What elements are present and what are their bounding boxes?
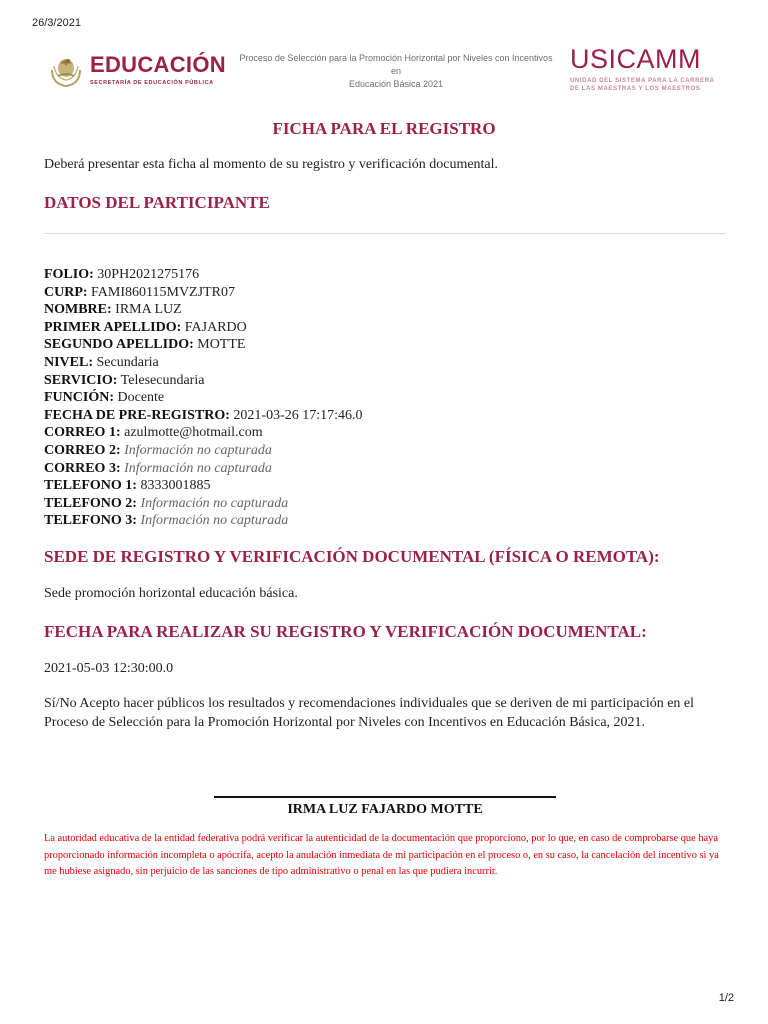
field-value: MOTTE: [197, 337, 246, 353]
field-label: TELEFONO 2:: [44, 495, 137, 511]
field-label: TELEFONO 3:: [44, 513, 137, 529]
field-row: [44, 442, 363, 460]
section-divider: [44, 233, 726, 234]
field-row: [44, 389, 363, 407]
field-row: [44, 495, 363, 513]
appointment-heading: FECHA PARA REALIZAR SU REGISTRO Y VERIFICACIÓN DOCUMENTAL:: [44, 622, 647, 641]
field-row: [44, 301, 363, 319]
field-row: [44, 424, 363, 442]
field-row: [44, 372, 363, 390]
usicamm-subtitle: [570, 77, 730, 93]
sep-wordmark: EDUCACIÓN: [90, 52, 226, 77]
field-label: NIVEL:: [44, 354, 94, 370]
field-row: [44, 460, 363, 478]
field-value: 30PH2021275176: [97, 267, 200, 282]
venue-heading: SEDE DE REGISTRO Y VERIFICACIÓN DOCUMENTAL (FÍSICA O REMOTA):: [44, 547, 660, 566]
field-row: [44, 477, 363, 495]
field-value: Secundaria: [96, 354, 159, 370]
field-label: FECHA DE PRE-REGISTRO:: [44, 407, 230, 423]
field-row: [44, 407, 363, 425]
field-value-missing: Información no capturada: [140, 513, 289, 529]
legal-disclaimer: La autoridad educativa de la entidad federativa podrá verificar la autenticidad de la documentación que proporciono, por lo que, en caso de comprobarse que haya proporcionado información incompleta o apócrifa, acepto la anulación inmediata de mi participación en el proceso o, en su caso, la cancelación del incentivo si ya me hubiese asignado, sin perjuicio de las sanciones de tipo administrativo o penal en las que pudiera incurrir.: [44, 833, 719, 877]
field-value: azulmotte@hotmail.com: [124, 425, 263, 441]
field-label: CORREO 1:: [44, 425, 121, 441]
field-row: [44, 354, 363, 372]
signature-name: IRMA LUZ FAJARDO MOTTE: [287, 802, 483, 817]
page-number: 1/2: [718, 992, 734, 1004]
field-row: [44, 266, 363, 284]
usicamm-logo: [570, 44, 730, 96]
field-value: FAJARDO: [184, 319, 247, 335]
page-title: FICHA PARA EL REGISTRO: [272, 119, 496, 138]
field-value: IRMA LUZ: [115, 302, 182, 318]
field-label: NOMBRE:: [44, 302, 112, 318]
field-label: SERVICIO:: [44, 372, 118, 388]
field-label: TELEFONO 1:: [44, 478, 137, 494]
field-label: SEGUNDO APELLIDO:: [44, 337, 194, 353]
field-value: Telesecundaria: [120, 372, 205, 388]
field-label: CORREO 3:: [44, 460, 121, 476]
sep-subtitle: SECRETARÍA DE EDUCACIÓN PÚBLICA: [90, 80, 214, 86]
sep-logo: [44, 48, 234, 92]
field-label: CORREO 2:: [44, 442, 121, 458]
process-name: [234, 52, 558, 91]
field-label: FOLIO:: [44, 267, 94, 282]
usicamm-wordmark: USICAMM: [570, 44, 701, 74]
field-value-missing: Información no capturada: [124, 460, 272, 476]
process-name-line-2: Educación Básica 2021: [348, 79, 444, 89]
field-value: FAMI860115MVZJTR07: [91, 284, 235, 300]
field-value-missing: Información no capturada: [124, 442, 272, 458]
participant-heading: DATOS DEL PARTICIPANTE: [44, 193, 270, 212]
field-label: FUNCIÓN:: [44, 390, 114, 406]
signature-line: [214, 796, 556, 798]
field-label: PRIMER APELLIDO:: [44, 319, 182, 335]
field-row: [44, 284, 363, 302]
consent-text: Sí/No Acepto hacer públicos los resultados y recomendaciones individuales que se deriven de mi participación en el Proceso de Selección para la Promoción Horizontal por Niveles con Incentivos en Educación Básica, 2021.: [44, 696, 695, 730]
field-value: 8333001885: [140, 478, 211, 494]
print-date: 26/3/2021: [32, 17, 81, 29]
venue-text: Sede promoción horizontal educación básica.: [44, 586, 298, 601]
process-name-line-1: Proceso de Selección para la Promoción Horizontal por Niveles con Incentivos en: [239, 53, 553, 76]
intro-text: Deberá presentar esta ficha al momento de su registro y verificación documental.: [44, 157, 499, 172]
participant-fields: [44, 266, 363, 530]
field-value: Docente: [117, 390, 165, 406]
field-row: [44, 336, 363, 354]
field-label: CURP:: [44, 284, 88, 300]
field-row: [44, 319, 363, 337]
usicamm-subtitle-line-1: UNIDAD DEL SISTEMA PARA LA CARRERA: [570, 78, 715, 84]
field-row: [44, 512, 363, 530]
field-value: 2021-03-26 17:17:46.0: [233, 407, 363, 423]
field-value-missing: Información no capturada: [140, 495, 289, 511]
appointment-date: 2021-05-03 12:30:00.0: [44, 661, 174, 676]
mexican-coat-of-arms-icon: [46, 52, 86, 88]
document-header: [44, 44, 728, 96]
usicamm-subtitle-line-2: DE LAS MAESTRAS Y LOS MAESTROS: [570, 86, 701, 92]
